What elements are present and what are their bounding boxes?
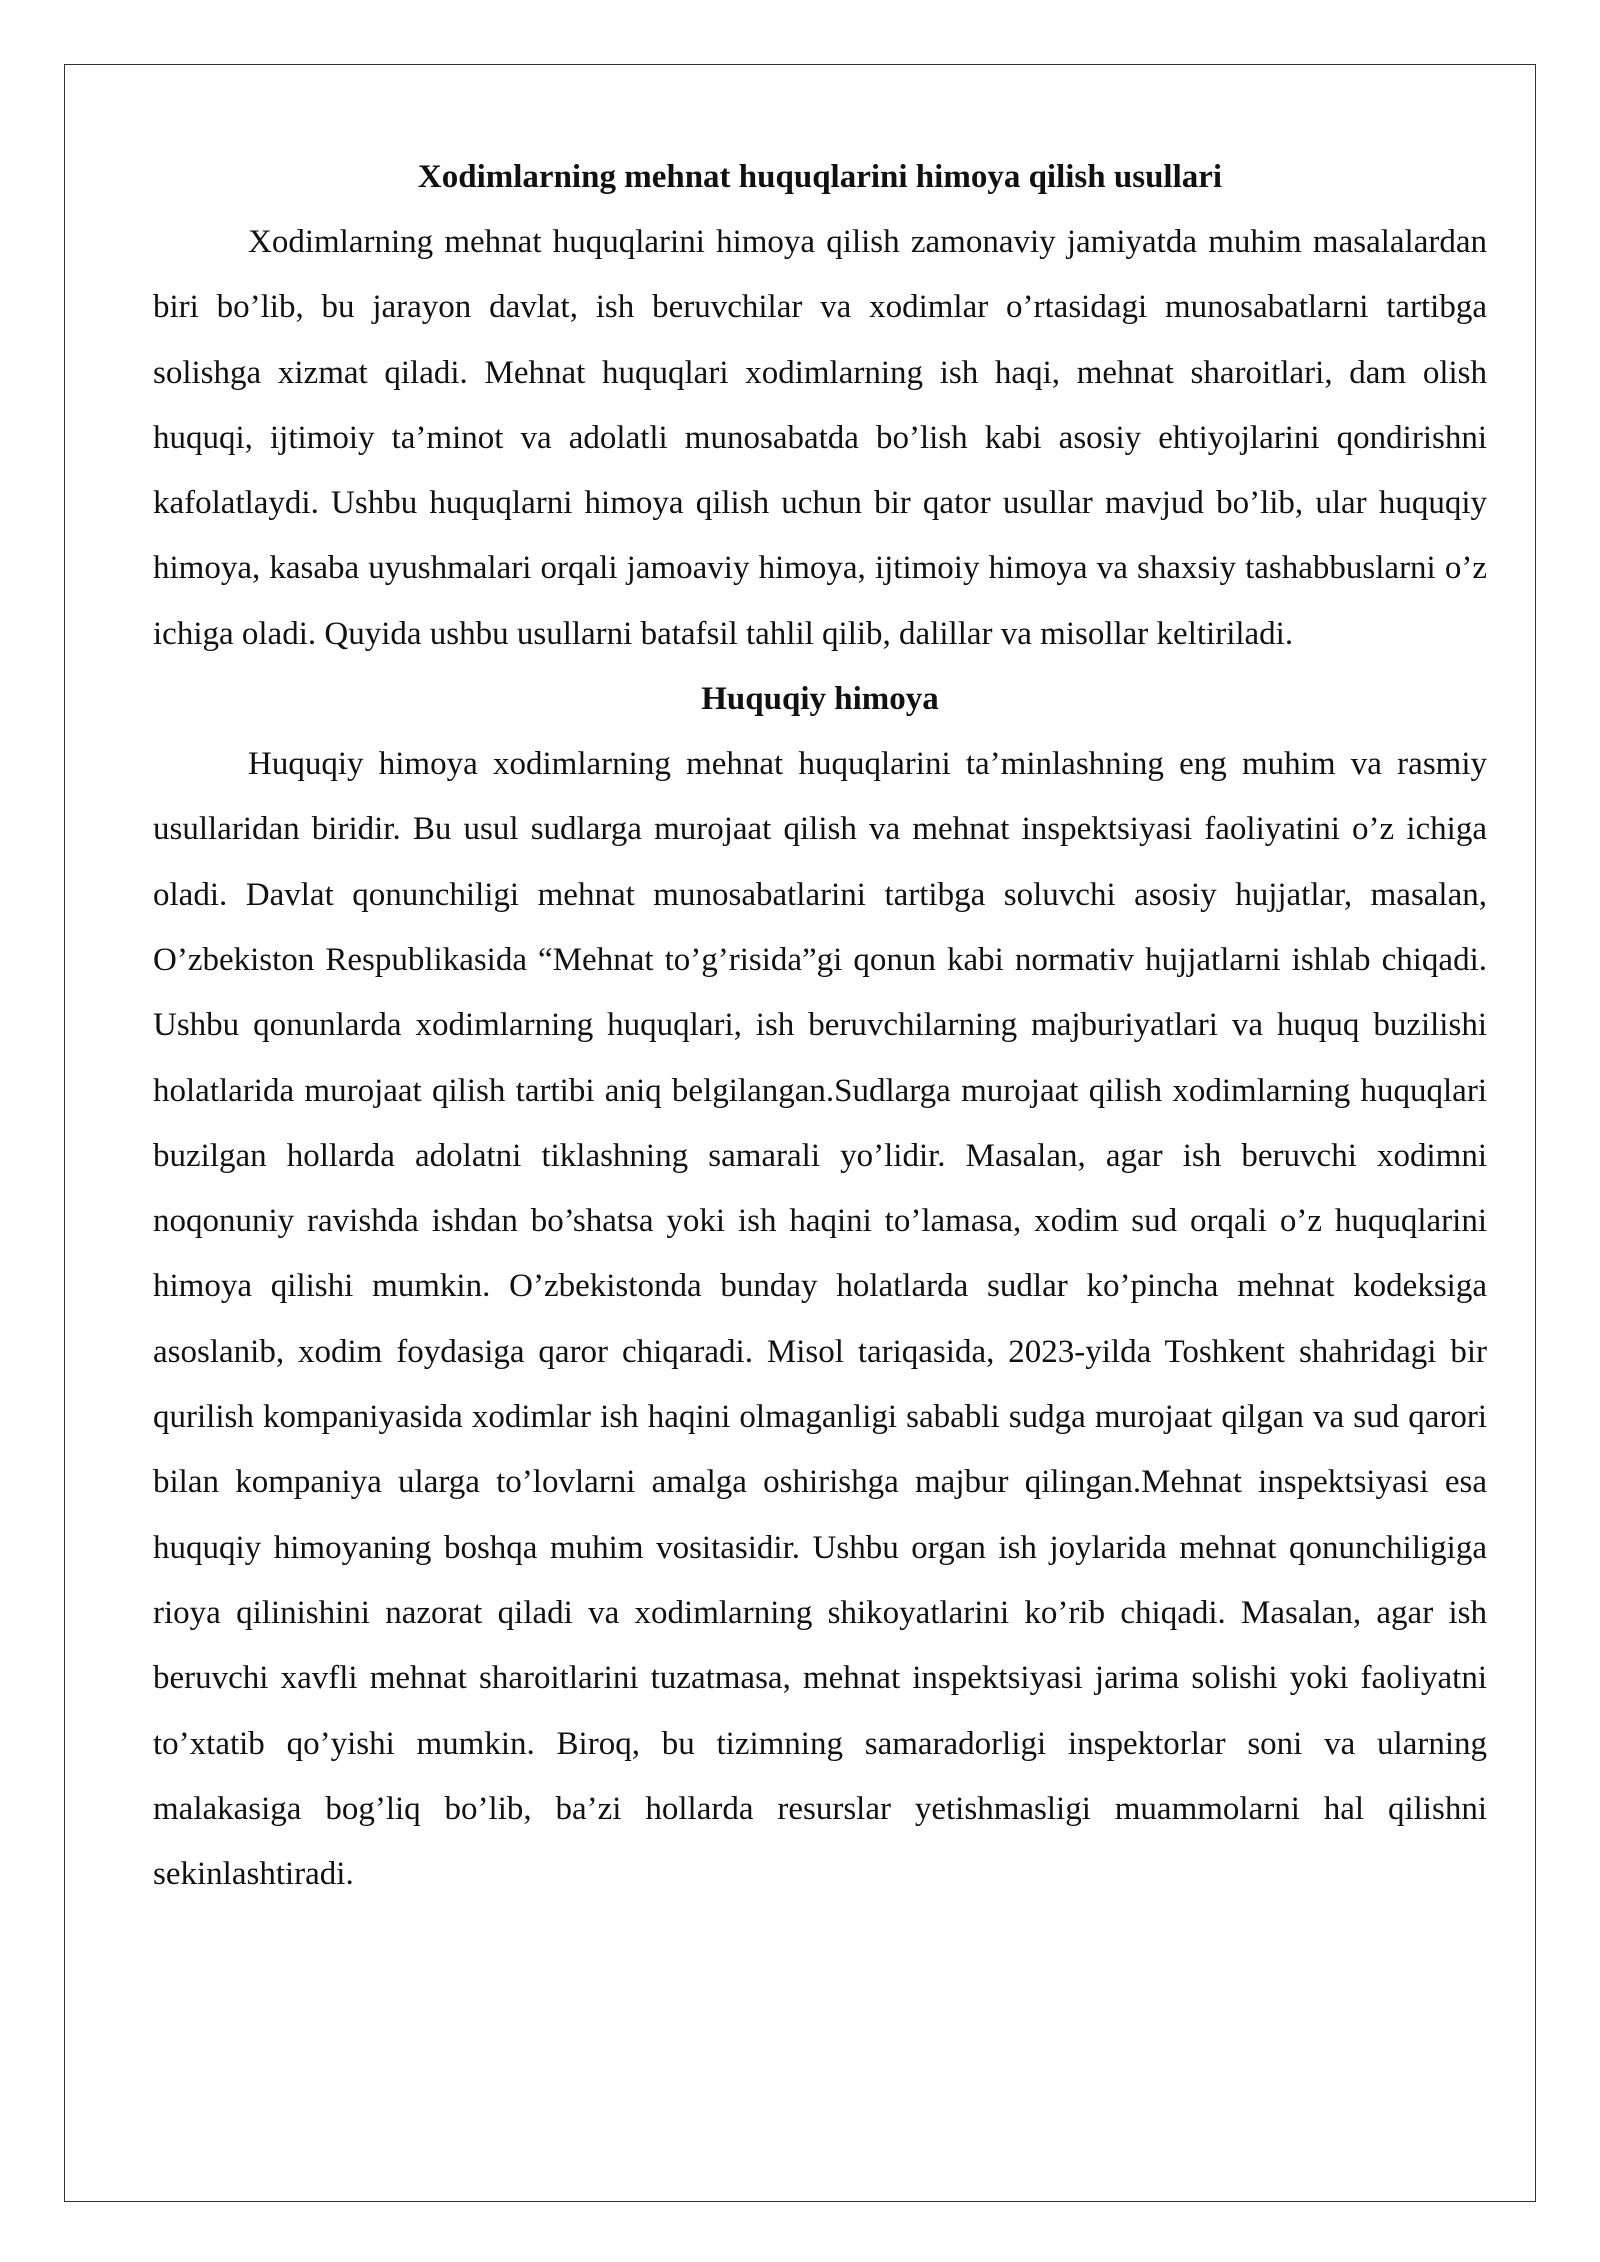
document-body [153,145,1487,1907]
section-heading: Huquqiy himoya [701,681,939,718]
document-title: Xodimlarning mehnat huquqlarini himoya qilish usullari [417,159,1223,195]
section-paragraph: Huquqiy himoya xodimlarning mehnat huquqlarini ta’minlashning eng muhim va rasmiy usullaridan biridir. Bu usul sudlarga murojaat qilish va mehnat inspektsiyasi faoliyatini o’z ichiga oladi. Davlat qonunchiligi mehnat munosabatlarini tartibga soluvchi asosiy hujjatlar, masalan, O’zbekiston Respublikasida “Mehnat to’g’risida”gi qonun kabi normativ hujjatlarni ishlab chiqadi. Ushbu qonunlarda xodimlarning huquqlari, ish beruvchilarning majburiyatlari va huquq buzilishi holatlarida murojaat qilish tartibi aniq belgilangan.Sudlarga murojaat qilish xodimlarning huquqlari buzilgan hollarda adolatni tiklashning samarali yo’lidir. Masalan, agar ish beruvchi xodimni noqonuniy ravishda ishdan bo’shatsa yoki ish haqini to’lamasa, xodim sud orqali o’z huquqlarini himoya qilishi mumkin. O’zbekistonda bunday holatlarda sudlar ko’pincha mehnat kodeksiga asoslanib, xodim foydasiga qaror chiqaradi. Misol tariqasida, 2023-yilda Toshkent shahridagi bir qurilish kompaniyasida xodimlar ish haqini olmaganligi sababli sudga murojaat qilgan va sud qarori bilan kompaniya ularga to’lovlarni amalga oshirishga majbur qilingan.Mehnat inspektsiyasi esa huquqiy himoyaning boshqa muhim vositasidir. Ushbu organ ish joylarida mehnat qonunchiligiga rioya qilinishini nazorat qiladi va xodimlarning shikoyatlarini ko’rib chiqadi. Masalan, agar ish beruvchi xavfli mehnat sharoitlarini tuzatmasa, mehnat inspektsiyasi jarima solishi yoki faoliyatni to’xtatib qo’yishi mumkin. Biroq, bu tizimning samaradorligi inspektorlar soni va ularning malakasiga bog’liq bo’lib, ba’zi hollarda resurslar yetishmasligi muammolarni hal qilishni sekinlashtiradi. [153,746,1487,1893]
intro-paragraph: Xodimlarning mehnat huquqlarini himoya qilish zamonaviy jamiyatda muhim masalalardan biri bo’lib, bu jarayon davlat, ish beruvchilar va xodimlar o’rtasidagi munosabatlarni tartibga solishga xizmat qiladi. Mehnat huquqlari xodimlarning ish haqi, mehnat sharoitlari, dam olish huquqi, ijtimoiy ta’minot va adolatli munosabatda bo’lish kabi asosiy ehtiyojlarini qondirishni kafolatlaydi. Ushbu huquqlarni himoya qilish uchun bir qator usullar mavjud bo’lib, ular huquqiy himoya, kasaba uyushmalari orqali jamoaviy himoya, ijtimoiy himoya va shaxsiy tashabbuslarni o’z ichiga oladi. Quyida ushbu usullarni batafsil tahlil qilib, dalillar va misollar keltiriladi. [153,224,1487,652]
